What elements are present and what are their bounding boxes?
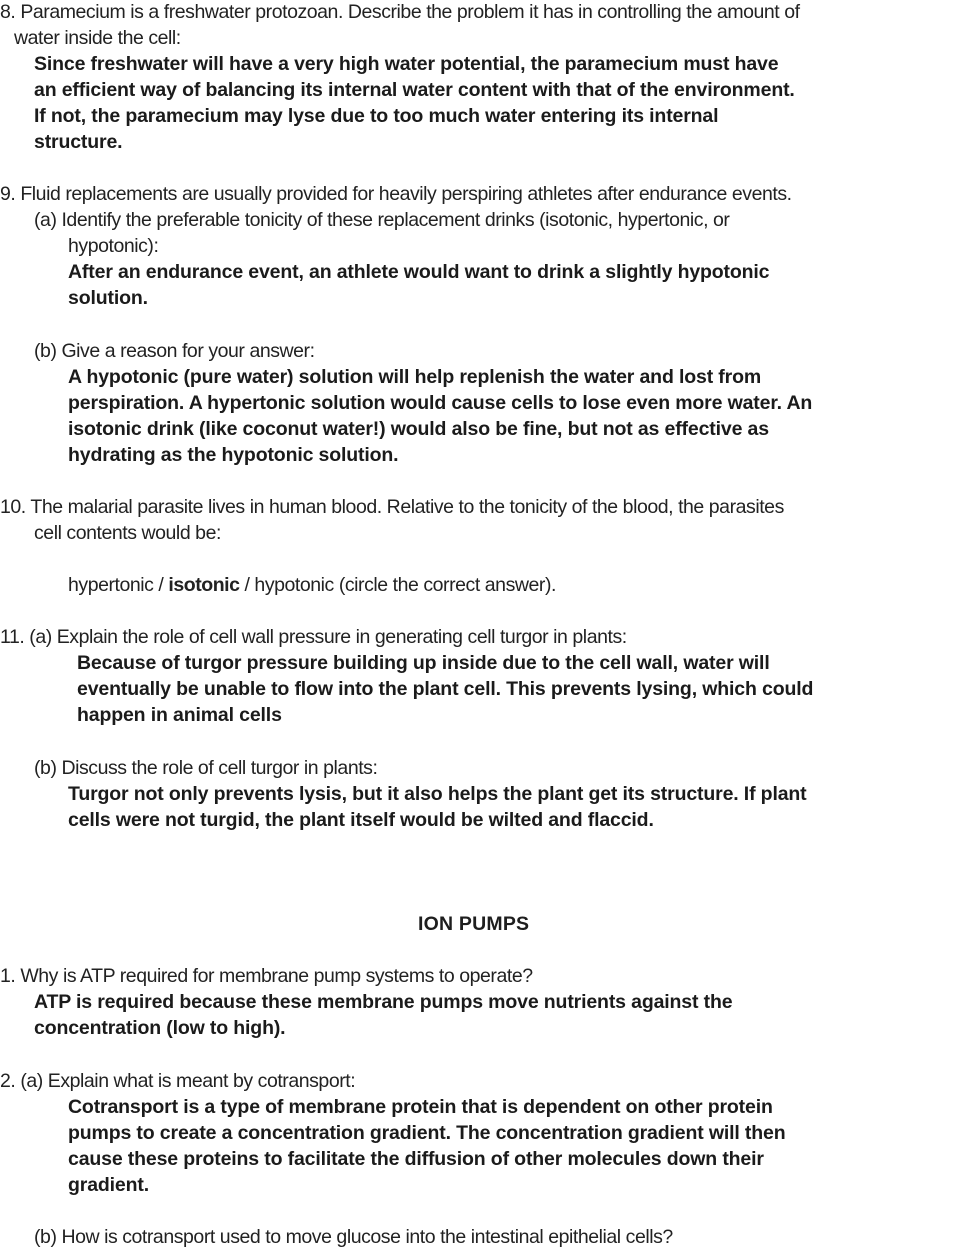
q9a-answer-line-2: solution. [68, 287, 148, 309]
q8-answer-line-3: If not, the paramecium may lyse due to too much water entering its internal [34, 105, 719, 127]
q9a-prompt-line-2: hypotonic): [68, 235, 159, 257]
option-hypertonic: hypertonic / [68, 574, 169, 596]
q8-prompt-line-2: water inside the cell: [14, 27, 181, 49]
ion-q1-answer-line-1: ATP is required because these membrane pumps move nutrients against the [34, 991, 733, 1013]
q11a-answer-line-3: happen in animal cells [77, 704, 282, 726]
q9b-answer-line-3: isotonic drink (like coconut water!) would also be fine, but not as effective as [68, 418, 769, 440]
q8-answer-line-4: structure. [34, 131, 123, 153]
q11a-answer-line-1: Because of turgor pressure building up inside due to the cell wall, water will [77, 652, 770, 674]
q10-prompt-line-2: cell contents would be: [34, 522, 221, 544]
q11a-prompt: 11. (a) Explain the role of cell wall pressure in generating cell turgor in plants: [0, 626, 627, 648]
ion-q2a-answer-line-1: Cotransport is a type of membrane protein that is dependent on other protein [68, 1096, 773, 1118]
q10-options [68, 572, 556, 598]
q11b-answer-line-2: cells were not turgid, the plant itself would be wilted and flaccid. [68, 809, 654, 831]
option-hypotonic: / hypotonic (circle the correct answer). [239, 574, 556, 596]
q9b-answer-line-2: perspiration. A hypertonic solution would cause cells to lose even more water. An [68, 392, 813, 414]
option-isotonic-selected: isotonic [168, 574, 240, 596]
q9a-answer-line-1: After an endurance event, an athlete would want to drink a slightly hypotonic [68, 261, 770, 283]
q11b-prompt: (b) Discuss the role of cell turgor in plants: [34, 757, 378, 779]
q9b-answer-line-4: hydrating as the hypotonic solution. [68, 444, 399, 466]
section-heading-ion-pumps: ION PUMPS [418, 913, 530, 935]
ion-q2b-prompt: (b) How is cotransport used to move glucose into the intestinal epithelial cells? [34, 1226, 673, 1248]
ion-q2a-answer-line-2: pumps to create a concentration gradient. The concentration gradient will then [68, 1122, 786, 1144]
q8-prompt-line-1: 8. Paramecium is a freshwater protozoan. Describe the problem it has in controlling the amount of [0, 1, 800, 23]
q11b-answer-line-1: Turgor not only prevents lysis, but it also helps the plant get its structure. If plant [68, 783, 807, 805]
q11a-answer-line-2: eventually be unable to flow into the plant cell. This prevents lysing, which could [77, 678, 814, 700]
q9b-answer-line-1: A hypotonic (pure water) solution will help replenish the water and lost from [68, 366, 762, 388]
q9-prompt: 9. Fluid replacements are usually provided for heavily perspiring athletes after endurance events. [0, 183, 792, 205]
q8-answer-line-2: an efficient way of balancing its internal water content with that of the environment. [34, 79, 795, 101]
ion-q2a-answer-line-3: cause these proteins to facilitate the diffusion of other molecules down their [68, 1148, 764, 1170]
q9a-prompt-line-1: (a) Identify the preferable tonicity of these replacement drinks (isotonic, hypertonic, or [34, 209, 730, 231]
ion-q2a-prompt: 2. (a) Explain what is meant by cotransport: [0, 1070, 356, 1092]
q9b-prompt: (b) Give a reason for your answer: [34, 340, 315, 362]
ion-q2a-answer-line-4: gradient. [68, 1174, 149, 1196]
ion-q1-prompt: 1. Why is ATP required for membrane pump systems to operate? [0, 965, 533, 987]
q10-prompt-line-1: 10. The malarial parasite lives in human blood. Relative to the tonicity of the blood, the parasites [0, 496, 784, 518]
ion-q1-answer-line-2: concentration (low to high). [34, 1017, 286, 1039]
q8-answer-line-1: Since freshwater will have a very high water potential, the paramecium must have [34, 53, 779, 75]
